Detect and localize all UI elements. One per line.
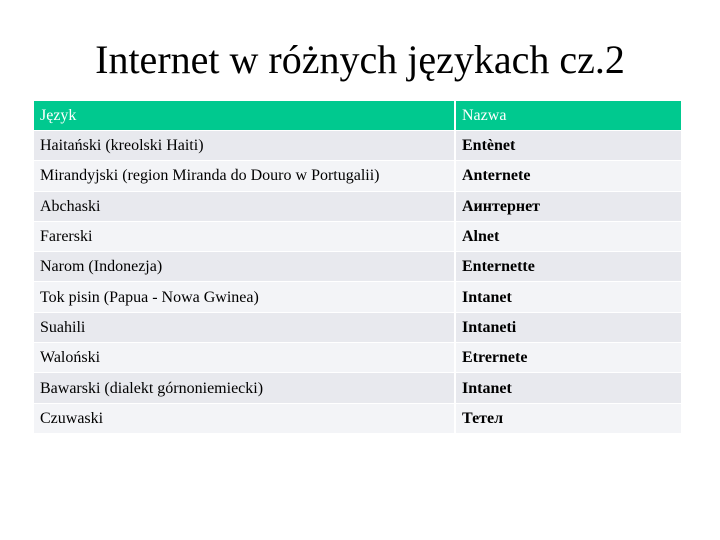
column-header-language: Język bbox=[34, 101, 455, 131]
table-header-row bbox=[34, 101, 682, 131]
table-row bbox=[34, 312, 682, 342]
language-cell: Czuwaski bbox=[34, 403, 455, 433]
internet-name-cell: Entènet bbox=[455, 131, 682, 161]
internet-name-cell: Intaneti bbox=[455, 312, 682, 342]
internet-name-cell: Тетел bbox=[455, 403, 682, 433]
languages-table bbox=[34, 101, 683, 434]
table-row bbox=[34, 221, 682, 251]
column-header-name: Nazwa bbox=[455, 101, 682, 131]
language-cell: Mirandyjski (region Miranda do Douro w Portugalii) bbox=[34, 161, 455, 191]
table-row bbox=[34, 161, 682, 191]
internet-name-cell: Intanet bbox=[455, 282, 682, 312]
table-row bbox=[34, 403, 682, 433]
internet-name-cell: Anternete bbox=[455, 161, 682, 191]
table-row bbox=[34, 343, 682, 373]
internet-name-cell: Alnet bbox=[455, 221, 682, 251]
internet-name-cell: Аинтернет bbox=[455, 191, 682, 221]
table-row bbox=[34, 252, 682, 282]
internet-name-cell: Intanet bbox=[455, 373, 682, 403]
slide-title: Internet w różnych językach cz.2 bbox=[95, 37, 625, 82]
language-cell: Tok pisin (Papua - Nowa Gwinea) bbox=[34, 282, 455, 312]
language-cell: Abchaski bbox=[34, 191, 455, 221]
table-row bbox=[34, 191, 682, 221]
internet-name-cell: Enternette bbox=[455, 252, 682, 282]
language-cell: Farerski bbox=[34, 221, 455, 251]
language-cell: Bawarski (dialekt górnoniemiecki) bbox=[34, 373, 455, 403]
language-cell: Waloński bbox=[34, 343, 455, 373]
language-cell: Suahili bbox=[34, 312, 455, 342]
internet-name-cell: Etrernete bbox=[455, 343, 682, 373]
table-row bbox=[34, 282, 682, 312]
language-cell: Narom (Indonezja) bbox=[34, 252, 455, 282]
table-row bbox=[34, 373, 682, 403]
table-row bbox=[34, 131, 682, 161]
language-cell: Haitański (kreolski Haiti) bbox=[34, 131, 455, 161]
